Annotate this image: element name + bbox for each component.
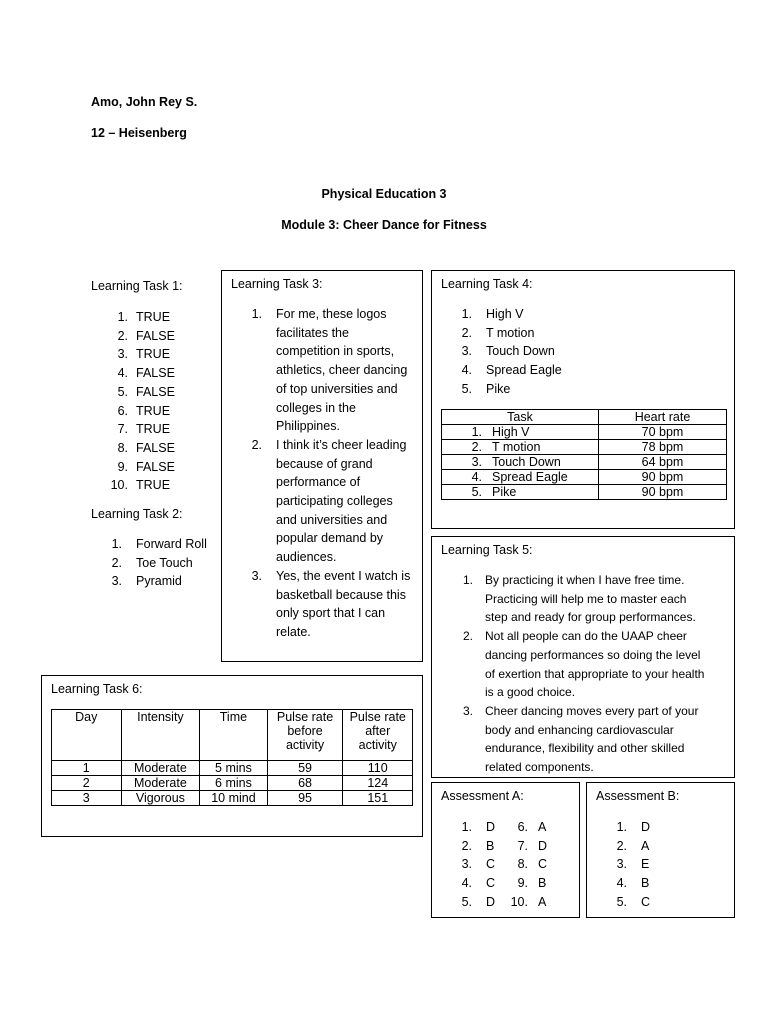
assessment-b-item [613, 818, 650, 837]
task1-title: Learning Task 1: [91, 279, 183, 293]
header-line: Pulse rate [349, 710, 406, 724]
task3-item [248, 436, 410, 567]
list-number: 1. [461, 307, 472, 321]
task1-list [108, 308, 175, 495]
heart-rate-cell: 90 bpm [599, 470, 727, 485]
task4-item [458, 324, 562, 343]
student-name: Amo, John Rey S. [91, 95, 198, 109]
list-number: 10. [510, 894, 528, 909]
list-item-text: D [538, 838, 548, 853]
task6-header-cell: Intensity [121, 710, 200, 761]
task-name: T motion [492, 440, 541, 454]
list-number: 3. [111, 574, 122, 589]
list-number: 3. [251, 568, 262, 583]
list-item-line: competition in sports, [276, 344, 395, 359]
task4-item [458, 342, 562, 361]
task3-item [248, 567, 410, 642]
task6-header-cell: Time [200, 710, 267, 761]
list-item-text: A [641, 838, 650, 853]
list-item-line: only sport that I can [276, 606, 386, 621]
list-item-line: By practicing it when I have free time. [485, 573, 685, 587]
task-name: Spread Eagle [492, 470, 568, 484]
task3-list [248, 305, 410, 642]
task-cell [442, 455, 599, 470]
list-number: 7. [517, 838, 528, 853]
task-number: 3. [471, 455, 482, 469]
task6-table [51, 709, 413, 806]
task6-box [41, 675, 423, 837]
list-number: 1. [111, 537, 122, 551]
table-cell: 110 [343, 761, 413, 776]
task4-item [458, 380, 562, 399]
table-cell: 10 mind [200, 791, 267, 806]
task5-box [431, 536, 735, 778]
list-number: 4. [616, 876, 627, 891]
list-item-text: C [641, 894, 651, 909]
list-number: 1. [117, 310, 128, 324]
list-item-text: FALSE [136, 384, 175, 399]
task-number: 2. [471, 440, 482, 454]
list-item-text: B [641, 876, 650, 891]
task1-item [108, 439, 175, 458]
table-row [52, 791, 413, 806]
list-item-text: A [538, 820, 547, 834]
list-item-text: C [538, 857, 548, 872]
list-number: 5. [461, 894, 472, 909]
task5-title: Learning Task 5: [441, 543, 533, 557]
task-number: 1. [471, 425, 482, 439]
list-item-line: athletics, cheer dancing [276, 363, 408, 378]
list-number: 5. [461, 381, 472, 396]
task4-list [458, 305, 562, 399]
assessment-a-item [508, 818, 547, 837]
task-cell [442, 470, 599, 485]
list-item-line: colleges in the [276, 400, 356, 415]
list-item-text: Pike [486, 381, 511, 396]
list-item-line: step and ready for group performances. [485, 610, 696, 625]
header-line: activity [285, 738, 325, 752]
assessment-a-item [458, 874, 495, 893]
table-row [52, 761, 413, 776]
task2-title: Learning Task 2: [91, 507, 183, 521]
task-cell [442, 425, 599, 440]
list-item-line: related components. [485, 760, 594, 775]
task4-box [431, 270, 735, 529]
task5-item [462, 627, 705, 702]
assessment-b-item [613, 837, 650, 856]
list-number: 2. [461, 325, 472, 340]
list-item-text: FALSE [136, 328, 175, 343]
list-number: 2. [616, 838, 627, 853]
assessment-a-item [508, 893, 547, 912]
list-number: 8. [117, 440, 128, 455]
list-item-line: and universities and [276, 512, 388, 527]
task5-item [462, 571, 704, 627]
table-cell: 124 [343, 776, 413, 791]
list-item-line: Philippines. [276, 419, 340, 434]
list-item-text: TRUE [136, 478, 171, 493]
list-item-line: is a good choice. [485, 685, 576, 700]
list-number: 3. [461, 344, 472, 359]
list-item-line: Practicing will help me to master each [485, 591, 687, 606]
list-number: 4. [461, 876, 472, 891]
task1-item [108, 458, 175, 477]
table-cell: 2 [52, 776, 122, 791]
list-item-text: C [486, 876, 496, 891]
list-item-text: High V [486, 307, 524, 321]
list-item-line: I think it’s cheer leading [276, 437, 407, 452]
task3-item [248, 305, 410, 436]
table-cell: 59 [267, 761, 343, 776]
header-line: Pulse rate [276, 710, 334, 724]
task1-item [108, 327, 175, 346]
list-number: 2. [117, 328, 128, 343]
assessment-a-col1 [458, 818, 495, 912]
table-cell: 68 [267, 776, 343, 791]
table-cell: Moderate [121, 776, 200, 791]
list-number: 1. [616, 820, 627, 834]
heart-rate-cell: 78 bpm [599, 440, 727, 455]
task4-header-heartrate: Heart rate [599, 410, 727, 425]
table-cell: Vigorous [121, 791, 200, 806]
task4-item [458, 361, 562, 380]
list-item-line: participating colleges [276, 494, 393, 509]
list-item-line: popular demand by [276, 531, 384, 546]
task-number: 5. [471, 485, 482, 499]
task6-header-cell [267, 710, 343, 761]
task1-item [108, 308, 175, 327]
task1-item [108, 345, 175, 364]
task1-item [108, 383, 175, 402]
table-cell: 6 mins [200, 776, 267, 791]
table-row [442, 455, 727, 470]
list-number: 4. [461, 363, 472, 378]
table-cell: 151 [343, 791, 413, 806]
list-item-text: Pyramid [136, 574, 182, 589]
task3-title: Learning Task 3: [231, 277, 323, 291]
list-item-line: basketball because this [276, 587, 406, 602]
list-number: 6. [117, 403, 128, 418]
assessment-a-item [508, 837, 547, 856]
assessment-b-title: Assessment B: [596, 789, 680, 803]
list-item-line: Cheer dancing moves every part of your [485, 703, 699, 718]
task2-list [108, 535, 207, 591]
task4-item [458, 305, 562, 324]
header-line: after [365, 724, 391, 738]
list-item-line: Not all people can do the UAAP cheer [485, 629, 687, 644]
list-number: 2. [251, 437, 262, 452]
task4-header-task: Task [442, 410, 599, 425]
list-number: 1. [461, 820, 472, 834]
list-item-text: TRUE [136, 310, 171, 324]
task6-title: Learning Task 6: [51, 682, 143, 696]
list-number: 3. [461, 857, 472, 872]
table-cell: 3 [52, 791, 122, 806]
list-item-text: FALSE [136, 440, 175, 455]
assessment-a-col2 [508, 818, 547, 912]
task1-item [108, 420, 175, 439]
task6-header-cell: Day [52, 710, 122, 761]
list-item-text: T motion [486, 325, 535, 340]
task-name: Touch Down [492, 455, 561, 469]
list-number: 4. [117, 366, 128, 381]
student-section: 12 – Heisenberg [91, 126, 187, 140]
list-item-text: D [486, 820, 496, 834]
task4-title: Learning Task 4: [441, 277, 533, 291]
task-name: Pike [492, 485, 517, 499]
header-line: before [287, 724, 323, 738]
module-title: Module 3: Cheer Dance for Fitness [281, 218, 487, 232]
task1-item [108, 364, 175, 383]
task1-item [108, 402, 175, 421]
list-number: 5. [117, 384, 128, 399]
list-item-line: facilitates the [276, 325, 349, 340]
list-item-line: of top universities and [276, 381, 398, 396]
subject-title: Physical Education 3 [321, 187, 447, 201]
list-item-line: of exertion that appropriate to your health [485, 666, 705, 681]
list-number: 7. [117, 422, 128, 437]
assessment-a-box [431, 782, 580, 918]
list-item-text: TRUE [136, 347, 171, 362]
table-cell: Moderate [121, 761, 200, 776]
heart-rate-cell: 90 bpm [599, 485, 727, 500]
list-number: 3. [462, 703, 473, 718]
list-item-text: TRUE [136, 403, 171, 418]
task5-list [462, 571, 705, 777]
task5-item [462, 702, 704, 777]
list-number: 2. [462, 629, 473, 644]
table-cell: 95 [267, 791, 343, 806]
list-item-line: Yes, the event I watch is [276, 568, 411, 583]
list-item-text: TRUE [136, 422, 171, 437]
list-item-text: FALSE [136, 459, 175, 474]
task-cell [442, 440, 599, 455]
table-row [442, 440, 727, 455]
list-item-text: Touch Down [486, 344, 555, 359]
list-item-line: dancing performances so doing the level [485, 647, 701, 662]
list-item-line: For me, these logos [276, 307, 387, 321]
task6-header-cell [343, 710, 413, 761]
list-number: 3. [616, 857, 627, 872]
list-item-line: because of grand [276, 456, 373, 471]
list-item-text: Spread Eagle [486, 363, 562, 378]
list-item-line: body and enhancing cardiovascular [485, 722, 674, 737]
table-cell: 1 [52, 761, 122, 776]
assessment-b-list [613, 818, 650, 912]
heart-rate-cell: 64 bpm [599, 455, 727, 470]
assessment-b-item [613, 874, 650, 893]
list-number: 2. [111, 555, 122, 570]
table-row [52, 776, 413, 791]
list-item-text: Forward Roll [136, 537, 207, 551]
task3-box [221, 270, 423, 662]
list-item-text: E [641, 857, 650, 872]
assessment-a-item [458, 893, 495, 912]
list-number: 9. [517, 876, 528, 891]
list-item-text: FALSE [136, 366, 175, 381]
task2-item [108, 535, 207, 554]
assessment-a-item [458, 837, 495, 856]
task-name: High V [492, 425, 530, 439]
task1-item [108, 476, 175, 495]
table-row [442, 470, 727, 485]
assessment-b-box [586, 782, 735, 918]
list-number: 1. [251, 307, 262, 321]
list-number: 9. [117, 459, 128, 474]
task-cell [442, 485, 599, 500]
task2-item [108, 572, 207, 591]
table-cell: 5 mins [200, 761, 267, 776]
list-item-line: relate. [276, 624, 311, 639]
header-line: activity [358, 738, 397, 752]
list-item-text: D [641, 820, 651, 834]
task2-item [108, 554, 207, 573]
list-number: 2. [461, 838, 472, 853]
list-item-line: performance of [276, 475, 361, 490]
list-item-line: audiences. [276, 550, 337, 565]
assessment-a-item [458, 818, 495, 837]
list-number: 8. [517, 857, 528, 872]
heart-rate-cell: 70 bpm [599, 425, 727, 440]
list-item-text: B [486, 838, 495, 853]
list-number: 5. [616, 894, 627, 909]
list-item-text: Toe Touch [136, 555, 193, 570]
list-item-text: B [538, 876, 547, 891]
table-row [442, 485, 727, 500]
list-item-text: A [538, 894, 547, 909]
assessment-b-item [613, 893, 650, 912]
table-row [442, 425, 727, 440]
list-number: 3. [117, 347, 128, 362]
list-item-text: D [486, 894, 496, 909]
assessment-a-title: Assessment A: [441, 789, 524, 803]
assessment-a-item [458, 855, 495, 874]
list-item-line: endurance, flexibility and other skilled [485, 741, 685, 756]
assessment-b-item [613, 855, 650, 874]
list-item-text: C [486, 857, 496, 872]
assessment-a-item [508, 855, 547, 874]
list-number: 6. [517, 820, 528, 834]
assessment-a-item [508, 874, 547, 893]
task4-table [441, 409, 727, 500]
task-number: 4. [471, 470, 482, 484]
list-number: 10. [110, 478, 128, 493]
list-number: 1. [462, 573, 473, 587]
